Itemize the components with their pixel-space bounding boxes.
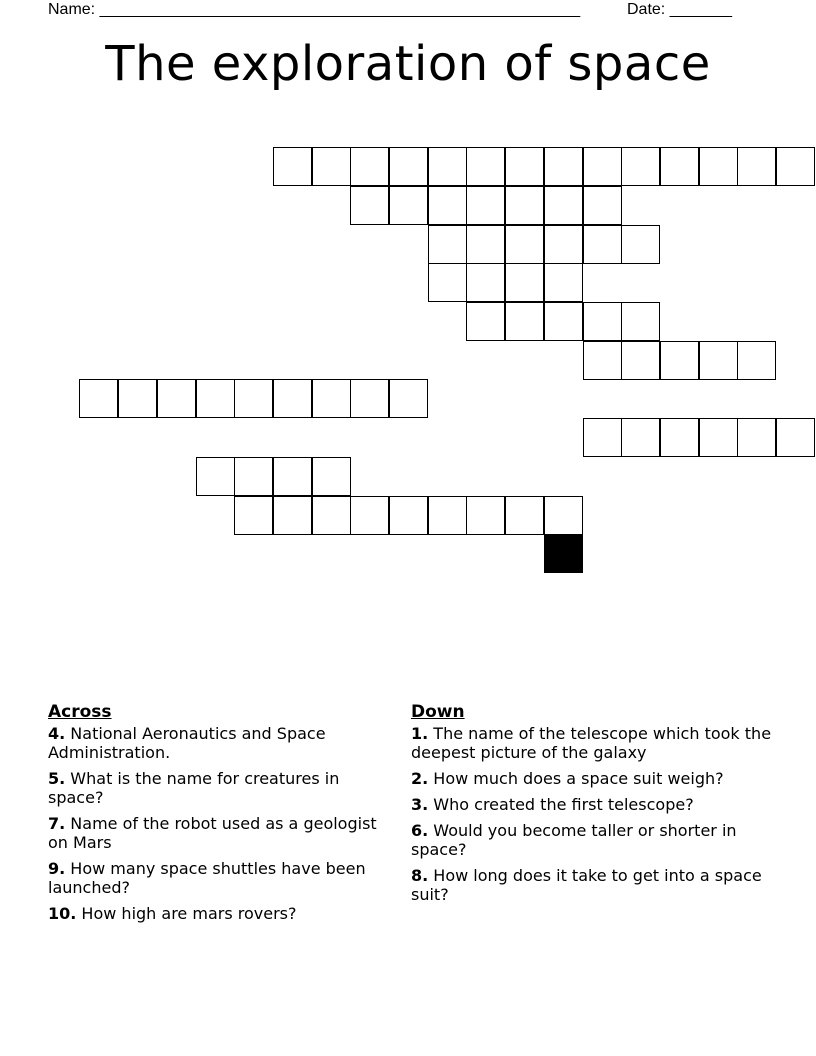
clue-item xyxy=(48,724,383,762)
clue-item-text: The name of the telescope which took the deepest picture of the galaxy xyxy=(411,724,772,762)
grid-cell[interactable] xyxy=(428,225,467,264)
clue-item xyxy=(48,859,383,897)
clue-item xyxy=(48,904,383,923)
grid-cell[interactable] xyxy=(312,457,351,496)
grid-cell[interactable] xyxy=(583,418,622,457)
grid-cell[interactable] xyxy=(544,225,583,264)
page-title: The exploration of space xyxy=(105,36,711,92)
grid-cell[interactable] xyxy=(350,496,389,535)
grid-cell[interactable] xyxy=(776,418,815,457)
grid-cell[interactable] xyxy=(737,418,776,457)
grid-cell[interactable] xyxy=(466,147,505,186)
grid-cell[interactable] xyxy=(428,147,467,186)
grid-cell[interactable] xyxy=(234,496,273,535)
grid-cell[interactable] xyxy=(544,263,583,302)
across-heading: Across xyxy=(48,702,112,722)
clue-item-text: What is the name for creatures in space? xyxy=(48,769,340,807)
grid-cell[interactable] xyxy=(312,379,351,418)
grid-cell[interactable] xyxy=(737,341,776,380)
grid-cell[interactable] xyxy=(389,186,428,225)
grid-cell[interactable] xyxy=(583,186,622,225)
grid-cell[interactable] xyxy=(505,263,544,302)
clue-item-number: 5. xyxy=(48,769,66,788)
grid-cell[interactable] xyxy=(505,302,544,341)
grid-cell[interactable] xyxy=(350,379,389,418)
blocked-cell xyxy=(544,534,583,573)
name-field: Name: ______________________________________________________ xyxy=(48,1,581,18)
down-clues xyxy=(411,702,781,911)
grid-cell[interactable] xyxy=(699,418,738,457)
grid-cell[interactable] xyxy=(621,341,660,380)
grid-cell[interactable] xyxy=(234,457,273,496)
clue-item-number: 3. xyxy=(411,795,429,814)
grid-cell[interactable] xyxy=(428,186,467,225)
date-field: Date: _______ xyxy=(627,1,732,18)
grid-cell[interactable] xyxy=(350,147,389,186)
clue-item-text: Would you become taller or shorter in space? xyxy=(411,821,737,859)
grid-cell[interactable] xyxy=(466,225,505,264)
clue-item-text: How many space shuttles have been launched? xyxy=(48,859,366,897)
clue-item-number: 9. xyxy=(48,859,66,878)
grid-cell[interactable] xyxy=(505,225,544,264)
grid-cell[interactable] xyxy=(544,302,583,341)
clue-item-number: 4. xyxy=(48,724,66,743)
grid-cell[interactable] xyxy=(196,457,235,496)
grid-cell[interactable] xyxy=(583,341,622,380)
grid-cell[interactable] xyxy=(389,147,428,186)
clue-item-text: How long does it take to get into a space suit? xyxy=(411,866,762,904)
clue-item-number: 8. xyxy=(411,866,429,885)
grid-cell[interactable] xyxy=(699,341,738,380)
grid-cell[interactable] xyxy=(544,496,583,535)
grid-cell[interactable] xyxy=(273,379,312,418)
clue-item xyxy=(411,821,781,859)
grid-cell[interactable] xyxy=(544,147,583,186)
grid-cell[interactable] xyxy=(466,263,505,302)
grid-cell[interactable] xyxy=(621,225,660,264)
grid-cell[interactable] xyxy=(466,496,505,535)
grid-cell[interactable] xyxy=(737,147,776,186)
grid-cell[interactable] xyxy=(273,457,312,496)
grid-cell[interactable] xyxy=(776,147,815,186)
clue-item xyxy=(411,866,781,904)
down-clue-list xyxy=(411,724,781,904)
grid-cell[interactable] xyxy=(466,186,505,225)
clue-item-text: How high are mars rovers? xyxy=(76,904,297,923)
clue-item xyxy=(411,795,781,814)
grid-cell[interactable] xyxy=(389,379,428,418)
clue-item-text: How much does a space suit weigh? xyxy=(428,769,724,788)
grid-cell[interactable] xyxy=(583,302,622,341)
grid-cell[interactable] xyxy=(196,379,235,418)
grid-cell[interactable] xyxy=(79,379,118,418)
grid-cell[interactable] xyxy=(273,496,312,535)
grid-cell[interactable] xyxy=(621,302,660,341)
clue-item-text: Who created the first telescope? xyxy=(428,795,694,814)
clue-item-number: 7. xyxy=(48,814,66,833)
grid-cell[interactable] xyxy=(505,186,544,225)
grid-cell[interactable] xyxy=(273,147,312,186)
grid-cell[interactable] xyxy=(699,147,738,186)
grid-cell[interactable] xyxy=(234,379,273,418)
across-clues xyxy=(48,702,383,930)
grid-cell[interactable] xyxy=(350,186,389,225)
clue-item-number: 2. xyxy=(411,769,429,788)
grid-cell[interactable] xyxy=(466,302,505,341)
grid-cell[interactable] xyxy=(621,147,660,186)
down-heading: Down xyxy=(411,702,465,722)
clue-item-text: National Aeronautics and Space Administration. xyxy=(48,724,326,762)
clue-item-number: 1. xyxy=(411,724,429,743)
grid-cell[interactable] xyxy=(544,186,583,225)
grid-cell[interactable] xyxy=(312,496,351,535)
grid-cell[interactable] xyxy=(428,496,467,535)
clue-item xyxy=(48,769,383,807)
clue-item xyxy=(411,769,781,788)
clue-item xyxy=(411,724,781,762)
grid-cell[interactable] xyxy=(157,379,196,418)
clue-item-text: Name of the robot used as a geologist on Mars xyxy=(48,814,377,852)
clue-item-number: 6. xyxy=(411,821,429,840)
grid-cell[interactable] xyxy=(505,496,544,535)
grid-cell[interactable] xyxy=(621,418,660,457)
grid-cell[interactable] xyxy=(660,418,699,457)
grid-cell[interactable] xyxy=(389,496,428,535)
clue-item-number: 10. xyxy=(48,904,77,923)
grid-cell[interactable] xyxy=(660,341,699,380)
grid-cell[interactable] xyxy=(505,147,544,186)
grid-cell[interactable] xyxy=(118,379,157,418)
clue-item xyxy=(48,814,383,852)
grid-cell[interactable] xyxy=(660,147,699,186)
grid-cell[interactable] xyxy=(583,147,622,186)
grid-cell[interactable] xyxy=(583,225,622,264)
grid-cell[interactable] xyxy=(428,263,467,302)
grid-cell[interactable] xyxy=(312,147,351,186)
across-clue-list xyxy=(48,724,383,923)
